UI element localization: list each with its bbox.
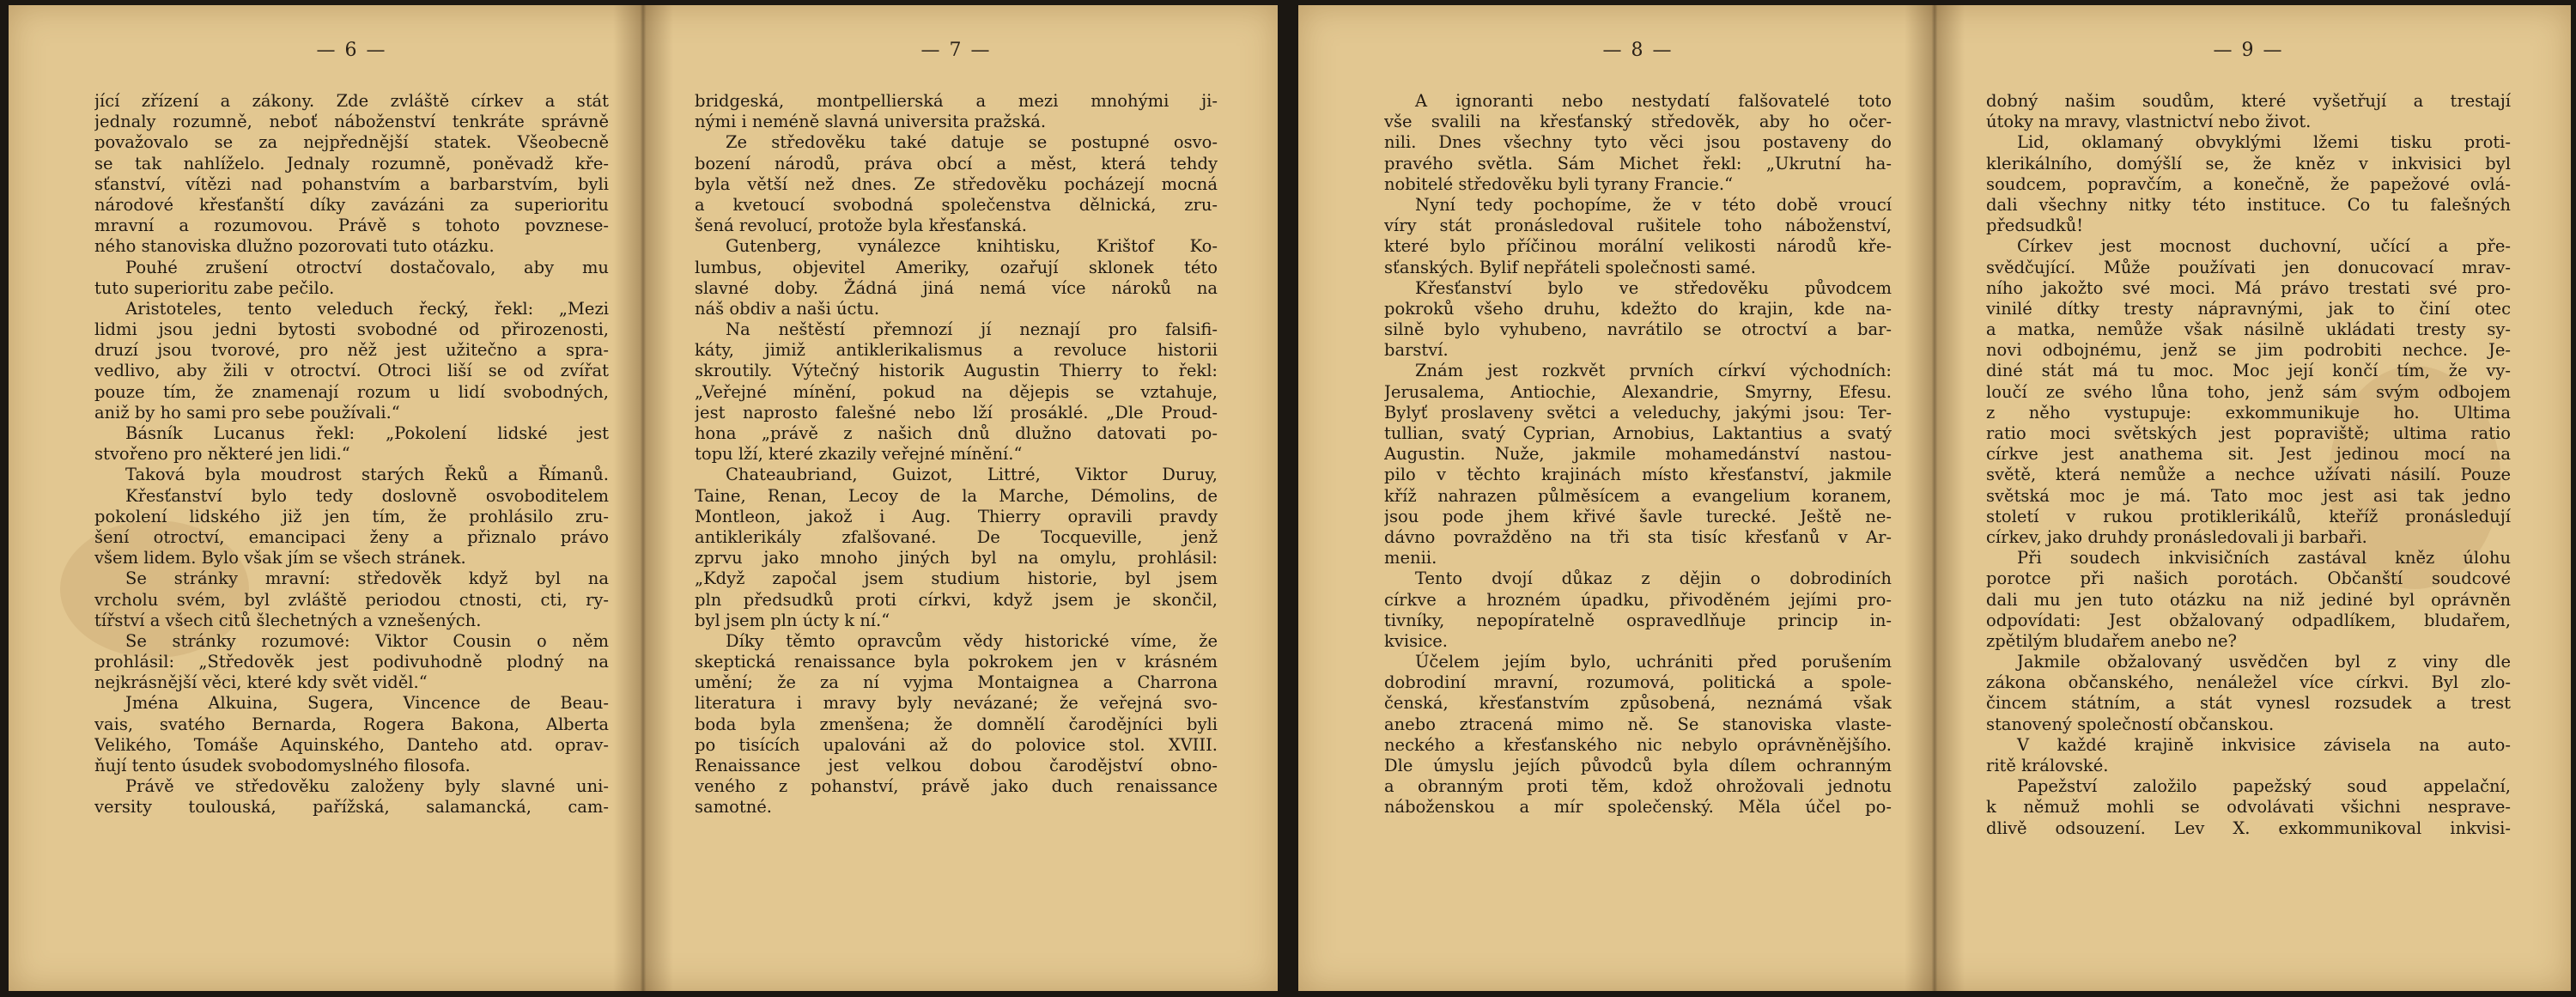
text-line: A ignoranti nebo nestydatí falšovatelé toto — [1415, 91, 1892, 111]
text-line: anebo ztracená mimo ně. Se stanoviska vlaste- — [1384, 714, 1892, 734]
text-line: Montleon, jakož i Aug. Thierry opravili pravdy — [695, 506, 1218, 526]
text-line: pln předsudků proti církvi, když jsem je skončil, — [695, 589, 1218, 610]
text-line: a matka, nemůže však násilně ukládati tresty sy- — [1986, 319, 2511, 340]
text-line: Při soudech inkvisičních zastával kněz úlohu — [2017, 548, 2511, 568]
page-text — [94, 91, 609, 818]
text-line: Křesťanství bylo tedy doslovně osvoboditelem — [125, 485, 609, 506]
text-line: Bylyť proslaveny světci a veleduchy, jakými jsou: Ter- — [1384, 402, 1892, 423]
text-line: Augustin. Nuže, jakmile mohamedánství nastou- — [1384, 444, 1892, 465]
text-line: nejkrásnější věci, které kdy svět viděl.“ — [94, 672, 428, 693]
text-line: bridgeská, montpellierská a mezi mnohými ji- — [695, 91, 1218, 111]
text-line: náboženskou a mír společenský. Měla účel po- — [1384, 797, 1892, 818]
text-line: Velikého, Tomáše Aquinského, Danteho atd. oprav- — [94, 734, 609, 755]
text-line: ního jakožto své moci. Má právo trestati své pro- — [1986, 277, 2511, 298]
text-line: Taková byla moudrost starých Řeků a Římanů. — [125, 465, 609, 485]
text-line: skroutily. Výtečný historik Augustin Thierry to řekl: — [695, 361, 1218, 381]
text-line: sťanství, vítězi nad pohanstvím a barbarstvím, byli — [94, 173, 609, 194]
text-line: a kvetoucí svobodná společenstva dělnická, zru- — [695, 194, 1218, 215]
text-line: Renaissance jest velkou dobou čarodějství obno- — [695, 756, 1218, 775]
text-line: tířství a všech citů šlechetných a vznešených. — [94, 610, 482, 630]
text-line: nými i neméně slavná universita pražská. — [695, 112, 1047, 132]
text-line: považovalo se za nejpřednější statek. Všeobecně — [94, 132, 609, 153]
text-line: církve jest anathema sit. Jest jedinou mocí na — [1986, 444, 2511, 465]
text-line: soudcem, popravčím, a konečně, že papežové ovlá- — [1986, 173, 2511, 194]
text-line: dobrodiní mravní, rozumová, politická a spole- — [1384, 672, 1892, 693]
book-spread-right — [1298, 5, 2571, 991]
text-line: církev, jako druhdy pronásledovali ji barbaři. — [1986, 526, 2367, 547]
text-line: bození národů, práva obcí a měst, která tehdy — [695, 153, 1218, 173]
text-line: náš obdiv a naši úctu. — [695, 298, 880, 319]
text-line: Taine, Renan, Lecoy de la Marche, Démolins, de — [695, 485, 1218, 506]
text-line: Na neštěstí přemnozí jí neznají pro falsifi- — [726, 319, 1218, 340]
page-number: — 6 — — [316, 40, 387, 61]
text-line: zákona občanského, nenáležel více církvi. Byl zlo- — [1986, 672, 2511, 693]
text-line: pouze tím, že znamenají rozum u lidí svobodných, — [94, 381, 609, 402]
book-spread-left — [9, 5, 1278, 991]
text-line: kříž nahrazen půlměsícem a evangelium koranem, — [1384, 485, 1892, 506]
page-text — [1986, 91, 2511, 839]
text-line: Pouhé zrušení otroctví dostačovalo, aby mu — [125, 257, 609, 277]
text-line: „Veřejné mínění, pokud na dějepis se vztahuje, — [695, 381, 1218, 402]
text-line: slavné doby. Žádná jiná nemá více nároků na — [695, 277, 1218, 298]
text-line: vais, svatého Bernarda, Rogera Bakona, Alberta — [94, 714, 609, 734]
page-text — [695, 91, 1218, 818]
text-line: z něho vystupuje: exkommunikuje ho. Ultima — [1986, 402, 2511, 423]
text-line: tuto superioritu zabe pečilo. — [94, 277, 335, 298]
text-line: ňují tento úsudek svobodomyslného filosofa. — [94, 756, 471, 775]
text-line: lumbus, objevitel Ameriky, ozařují sklonek této — [695, 257, 1218, 277]
text-line: národové křesťanští díky zavázáni za superioritu — [94, 194, 609, 215]
text-line: světská moc je má. Tato moc jest asi tak jedno — [1986, 485, 2511, 506]
text-line: Gutenberg, vynálezce knihtisku, Krištof Ko- — [726, 236, 1218, 257]
text-line: pokroků všeho druhu, kdežto do krajin, kde na- — [1384, 298, 1892, 319]
text-line: Chateaubriand, Guizot, Littré, Viktor Duruy, — [726, 465, 1218, 485]
text-line: pilo v těchto krajinách místo křesťanství, jakmile — [1384, 465, 1892, 485]
text-line: ného stanoviska dlužno pozorovati tuto otázku. — [94, 236, 495, 257]
page-number: — 7 — — [920, 40, 992, 61]
text-line: Církev jest mocnost duchovní, učící a pře- — [2017, 236, 2511, 257]
page-8 — [1298, 5, 1935, 991]
text-line: sťanských. Bylif nepřáteli společnosti samé. — [1384, 257, 1756, 277]
text-line: V každé krajině inkvisice závisela na auto- — [2017, 734, 2511, 755]
text-line: po tisících upalováni až do polovice stol. XVIII. — [695, 734, 1218, 755]
text-line: pokolení lidského již jen tím, že prohlásilo zru- — [94, 506, 609, 526]
text-line: církve a hrozném úpadku, přivoděném jejími pro- — [1384, 589, 1892, 610]
text-line: které bylo příčinou morální velikosti národů kře- — [1384, 236, 1892, 257]
text-line: dlivě odsouzení. Lev X. exkommunikoval inkvisi- — [1986, 818, 2511, 838]
text-line: antiklerikály zfalšované. De Tocqueville, jenž — [695, 526, 1218, 547]
text-line: vinilé dítky tresty nápravnými, jak to činí otec — [1986, 298, 2511, 319]
text-line: vše svalili na křesťanský středověk, aby ho očer- — [1384, 112, 1892, 132]
text-line: lidmi jsou jedni bytosti svobodné od přirozenosti, — [94, 319, 609, 340]
text-line: čincem státním, a stát vynesl rozsudek a trest — [1986, 693, 2511, 714]
text-line: jednaly rozumně, neboť náboženství tenkráte správně — [94, 112, 609, 132]
text-line: barství. — [1384, 340, 1449, 361]
text-line: Nyní tedy pochopíme, že v této době vroucí — [1415, 194, 1892, 215]
text-line: vedlivo, aby žili v otroctví. Otroci liší se od zvířat — [94, 361, 609, 381]
text-line: ritě královské. — [1986, 756, 2109, 775]
page-6 — [9, 5, 643, 991]
text-line: novi odbojnému, jenž se jim podrobiti nechce. Je- — [1986, 340, 2511, 361]
page-number: — 8 — — [1602, 40, 1674, 61]
text-line: všem lidem. Bylo však jím se všech stránek. — [94, 548, 466, 568]
text-line: pravého světla. Sám Michet řekl: „Ukrutní ha- — [1384, 153, 1892, 173]
text-line: káty, jimiž antiklerikalismus a revoluce historii — [695, 340, 1218, 361]
text-line: vrcholu svém, byl zvláště periodou ctnosti, cti, ry- — [94, 589, 609, 610]
text-line: kvisice. — [1384, 630, 1448, 651]
text-line: prohlásil: „Středověk jest podivuhodně plodný na — [94, 652, 609, 672]
text-line: Jména Alkuina, Sugera, Vincence de Beau- — [125, 693, 609, 714]
text-line: Jakmile obžalovaný usvědčen byl z viny dle — [2017, 652, 2511, 672]
text-line: Se stránky mravní: středověk když byl na — [125, 568, 609, 589]
text-line: k němuž mohli se odvolávati všichni nesprave- — [1986, 797, 2511, 818]
text-line: topu lží, které zkazily veřejné mínění.“ — [695, 444, 1023, 465]
text-line: versity toulouská, pařížská, salamancká, cam- — [94, 797, 609, 818]
text-line: „Když započal jsem studium historie, byl jsem — [695, 568, 1218, 589]
text-line: samotné. — [695, 797, 772, 818]
text-line: zpětilým bludařem anebo ne? — [1986, 630, 2237, 651]
text-line: silně bylo vyhubeno, navrátilo se otroctví a bar- — [1384, 319, 1892, 340]
text-line: byl jsem pln úcty k ní.“ — [695, 610, 890, 630]
text-line: tullian, svatý Cyprian, Arnobius, Laktantius a svatý — [1384, 423, 1892, 443]
text-line: klerikálního, domýšlí se, že kněz v inkvisici byl — [1986, 153, 2511, 173]
text-line: nili. Dnes všechny tyto věci jsou postaveny do — [1384, 132, 1892, 153]
page-7 — [643, 5, 1278, 991]
text-line: Dle úmyslu jejích původců byla dílem ochranným — [1384, 756, 1892, 775]
text-line: Právě ve středověku založeny byly slavné uni- — [125, 776, 609, 797]
text-line: čenská, křesťanstvím způsobená, neznámá však — [1384, 693, 1892, 714]
text-line: druzí jsou tvorové, pro něž jest užitečno a spra- — [94, 340, 609, 361]
text-line: ratio moci světských jest popraviště; ultima ratio — [1986, 423, 2511, 443]
text-line: byla větší než dnes. Ze středověku pocházejí mocná — [695, 173, 1218, 194]
page-text — [1384, 91, 1892, 818]
text-line: umění; že za ní vyjma Montaignea a Charrona — [695, 672, 1218, 693]
text-line: svědčující. Může používati jen donucovací mrav- — [1986, 257, 2511, 277]
page-number: — 9 — — [2213, 40, 2284, 61]
page-9 — [1935, 5, 2571, 991]
text-line: Křesťanství bylo ve středověku původcem — [1415, 277, 1892, 298]
text-line: neckého a křesťanského nic nebylo oprávněnějšího. — [1384, 734, 1892, 755]
text-line: Jerusalema, Antiochie, Alexandrie, Smyrny, Efesu. — [1384, 381, 1892, 402]
text-line: Aristoteles, tento veleduch řecký, řekl: „Mezi — [125, 298, 609, 319]
text-line: víry stát pronásledoval rušitele toho náboženství, — [1384, 216, 1892, 236]
text-line: veného z pohanství, právě jako duch renaissance — [695, 776, 1218, 797]
text-line: loučí ze svého lůna toho, jenž sám svým odbojem — [1986, 381, 2511, 402]
text-line: Díky těmto opravcům vědy historické víme, že — [726, 630, 1218, 651]
text-line: Znám jest rozkvět prvních církví východních: — [1415, 361, 1892, 381]
text-line: století v rukou protiklerikálů, kteříž pronásledují — [1986, 506, 2511, 526]
text-line: dali všechny nitky této instituce. Co tu falešných — [1986, 194, 2511, 215]
text-line: menii. — [1384, 548, 1437, 568]
text-line: skeptická renaissance byla pokrokem jen v krásném — [695, 652, 1218, 672]
text-line: světě, která nemůže a nechce užívati násilí. Pouze — [1986, 465, 2511, 485]
text-line: diné stát má tu moc. Moc její končí tím, že vy- — [1986, 361, 2511, 381]
text-line: hona „právě z našich dnů dlužno datovati po- — [695, 423, 1218, 443]
text-line: dávno povražděno na tři sta tisíc křesťanů v Ar- — [1384, 526, 1892, 547]
text-line: stvořeno pro některé jen lidi.“ — [94, 444, 350, 465]
text-line: odpovídati: Jest obžalovaný odpadlíkem, bludařem, — [1986, 610, 2511, 630]
text-line: Účelem jejím bylo, uchrániti před porušením — [1415, 652, 1892, 672]
text-line: a obranným proti těm, kdož ohrožovali jednotu — [1384, 776, 1892, 797]
text-line: zprvu jako mnoho jiných byl na omylu, prohlásil: — [695, 548, 1218, 568]
text-line: stanovený společností občanskou. — [1986, 714, 2275, 734]
text-line: šená revolucí, protože byla křesťanská. — [695, 216, 1027, 236]
text-line: útoky na mravy, vlastnictví nebo život. — [1986, 112, 2312, 132]
text-line: Se stránky rozumové: Viktor Cousin o něm — [125, 630, 609, 651]
text-line: dali mu jen tuto otázku na niž jediné byl oprávněn — [1986, 589, 2511, 610]
text-line: nobitelé středověku byli tyrany Francie.“ — [1384, 173, 1734, 194]
text-line: boda byla zmenšena; že domnělí čarodějníci byli — [695, 714, 1218, 734]
text-line: se tak nahlíželo. Jednaly rozumně, poněvadž kře- — [94, 153, 609, 173]
text-line: Tento dvojí důkaz z dějin o dobrodiních — [1415, 568, 1892, 589]
text-line: šení otroctví, emancipaci ženy a přiznalo právo — [94, 526, 609, 547]
text-line: jest naprosto falešné nebo lží prosáklé. „Dle Proud- — [695, 402, 1218, 423]
text-line: dobný našim soudům, které vyšetřují a trestají — [1986, 91, 2511, 111]
text-line: porotce při našich porotách. Občanští soudcové — [1986, 568, 2511, 589]
text-line: tivníky, nepopíratelně ospravedlňuje princip in- — [1384, 610, 1892, 630]
text-line: Papežství založilo papežský soud appelační, — [2017, 776, 2511, 797]
text-line: předsudků! — [1986, 216, 2084, 236]
text-line: aniž by ho sami pro sebe používali.“ — [94, 402, 400, 423]
text-line: literatura i mravy byly nevázané; že veřejná svo- — [695, 693, 1218, 714]
text-line: mravní a rozumovou. Právě s tohoto povznese- — [94, 216, 609, 236]
text-line: Lid, oklamaný obvyklými lžemi tisku proti- — [2017, 132, 2511, 153]
text-line: jsou pode jhem křivé šavle turecké. Ještě ne- — [1384, 506, 1892, 526]
text-line: jící zřízení a zákony. Zde zvláště církev a stát — [94, 91, 609, 111]
text-line: Ze středověku také datuje se postupné osvo- — [726, 132, 1218, 153]
text-line: Básník Lucanus řekl: „Pokolení lidské jest — [125, 423, 609, 443]
